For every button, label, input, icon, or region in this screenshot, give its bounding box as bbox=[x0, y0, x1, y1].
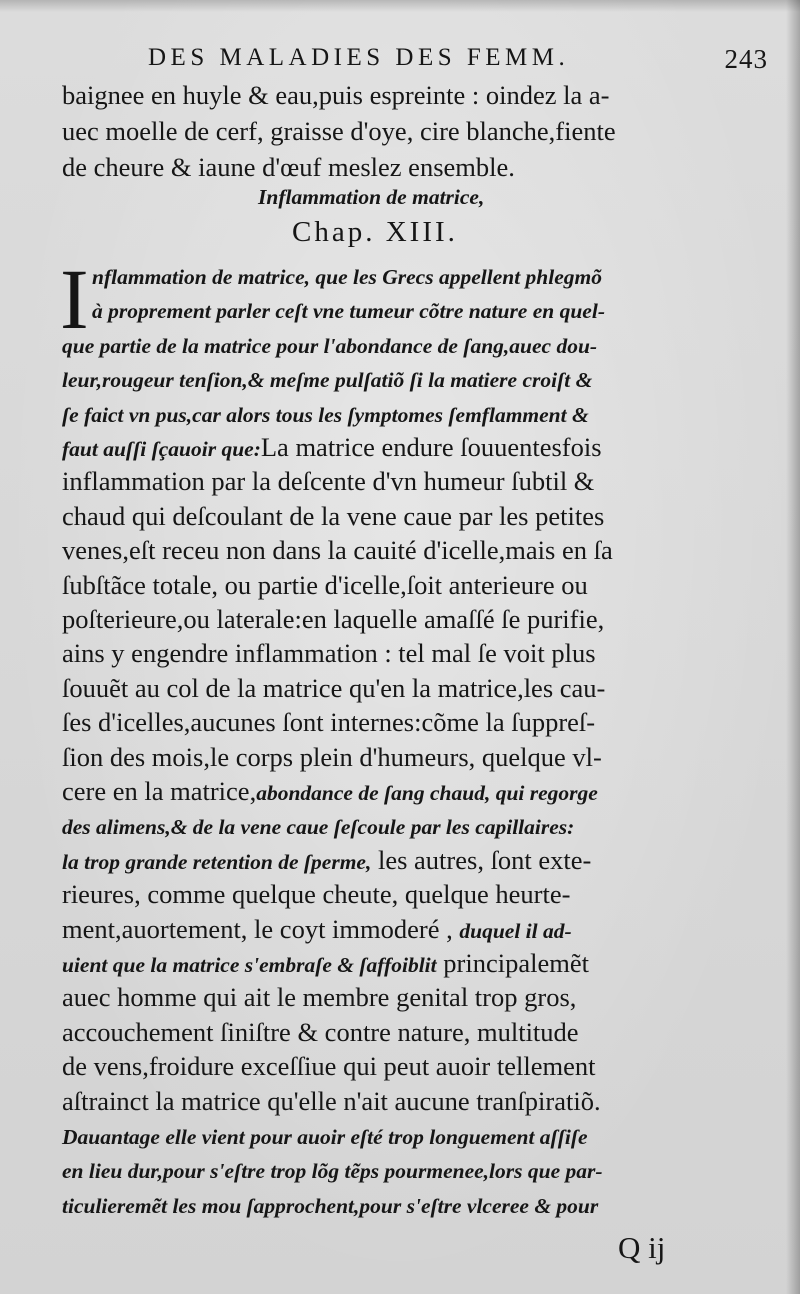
text-line bbox=[62, 774, 598, 808]
text-line bbox=[92, 258, 602, 292]
text-line: de cheure & iaune d'œuf meslez ensemble. bbox=[62, 152, 515, 182]
roman-run: rieures, comme quelque cheute, quelque heurte- bbox=[62, 879, 571, 910]
page-right-shadow bbox=[786, 0, 800, 1294]
text-line bbox=[62, 1152, 603, 1186]
roman-run: venes,eſt receu non dans la cauité d'icelle,mais en ſa bbox=[62, 535, 613, 566]
text-line bbox=[62, 568, 588, 602]
page-top-shadow bbox=[0, 0, 800, 12]
text-line bbox=[62, 361, 592, 395]
italic-run: uient que la matrice s'embraſe & ſaffoiblit bbox=[62, 953, 437, 977]
text-line: baignee en huyle & eau,puis espreinte : oindez la a- bbox=[62, 80, 610, 110]
section-subtitle: Inflammation de matrice, bbox=[258, 185, 485, 209]
italic-run: ſe faict vn pus,car alors tous les ſymptomes ſemflamment & bbox=[62, 402, 589, 427]
text-line bbox=[62, 602, 604, 636]
running-title: DES MALADIES DES FEMM. bbox=[148, 44, 570, 71]
text-line bbox=[62, 912, 572, 946]
roman-run: principalemẽt bbox=[436, 948, 589, 978]
roman-run: aſtrainct la matrice qu'elle n'ait aucune tranſpiratiõ. bbox=[62, 1085, 601, 1116]
roman-run: inflammation par la deſcente d'vn humeur ſubtil & bbox=[62, 466, 595, 497]
roman-run: ſouuẽt au col de la matrice qu'en la matrice,les cau- bbox=[62, 672, 606, 703]
text-line bbox=[62, 396, 589, 430]
text-line bbox=[62, 843, 591, 877]
text-line bbox=[92, 292, 605, 326]
signature-catchword: Q ij bbox=[618, 1230, 666, 1265]
text-line bbox=[62, 1049, 595, 1083]
italic-run: faut auſſi ſçauoir que: bbox=[62, 437, 261, 461]
text-line: uec moelle de cerf, graisse d'oye, cire blanche,fiente bbox=[62, 116, 616, 146]
roman-run: La matrice endure ſouuentesfois bbox=[260, 432, 602, 462]
text-line bbox=[62, 1187, 598, 1221]
text-line bbox=[62, 327, 597, 361]
running-head bbox=[148, 44, 768, 80]
text-line bbox=[62, 1118, 588, 1152]
roman-run: ſion des mois,le corps plein d'humeurs, quelque vl- bbox=[62, 741, 602, 772]
text-line bbox=[62, 464, 594, 498]
text-line bbox=[62, 877, 570, 911]
italic-run: leur,rougeur tenſion,& meſme pulſatiõ ſi la matiere croiſt & bbox=[62, 368, 593, 393]
text-line bbox=[62, 430, 602, 464]
roman-run: ſes d'icelles,aucunes ſont internes:cõme la ſuppreſ- bbox=[62, 707, 596, 738]
roman-run: ment,auortement, le coyt immoderé , bbox=[62, 913, 460, 944]
text-line bbox=[62, 533, 613, 567]
italic-run: des alimens,& de la vene caue ſeſcoule par les capillaires: bbox=[62, 815, 575, 840]
italic-run: abondance de ſang chaud, qui regorge bbox=[256, 781, 598, 805]
roman-run: poſterieure,ou laterale:en laquelle amaſſé ſe purifie, bbox=[62, 604, 605, 634]
roman-run: auec homme qui ait le membre genital trop gros, bbox=[62, 982, 577, 1013]
text-line bbox=[62, 1084, 601, 1118]
italic-run: que partie de la matrice pour l'abondance de ſang,auec dou- bbox=[62, 333, 598, 358]
drop-capital: I bbox=[60, 251, 89, 347]
text-line bbox=[62, 808, 574, 842]
text-line bbox=[62, 980, 576, 1014]
italic-run: duquel il ad- bbox=[459, 918, 572, 943]
roman-run: cere en la matrice, bbox=[62, 776, 257, 806]
italic-run: la trop grande retention de ſperme, bbox=[62, 849, 372, 874]
roman-run: de vens,froidure exceſſiue qui peut auoir tellement bbox=[62, 1051, 596, 1082]
text-line bbox=[62, 499, 604, 533]
text-line bbox=[62, 671, 605, 705]
chapter-heading: Chap. XIII. bbox=[292, 216, 458, 248]
italic-run: à proprement parler ceſt vne tumeur cõtre nature en quel- bbox=[92, 299, 605, 324]
italic-run: ticulieremẽt les mou ſapprochent,pour s'eſtre vlceree & pour bbox=[62, 1193, 599, 1218]
roman-run: accouchement ſiniſtre & contre nature, multitude bbox=[62, 1016, 579, 1047]
text-line bbox=[62, 705, 595, 739]
roman-run: ſubſtãce totale, ou partie d'icelle,ſoit anterieure ou bbox=[62, 569, 588, 600]
italic-run: Dauantage elle vient pour auoir eſté trop longuement aſſiſe bbox=[62, 1125, 588, 1149]
roman-run: les autres, ſont exte- bbox=[371, 844, 592, 875]
text-line bbox=[62, 946, 589, 980]
roman-run: chaud qui deſcoulant de la vene caue par les petites bbox=[62, 500, 605, 531]
page-number: 243 bbox=[724, 44, 768, 74]
text-line bbox=[62, 636, 596, 670]
text-line bbox=[62, 1015, 579, 1049]
text-line bbox=[62, 740, 602, 774]
roman-run: ains y engendre inflammation : tel mal ſe voit plus bbox=[62, 638, 596, 669]
italic-run: nflammation de matrice, que les Grecs appellent phlegmõ bbox=[92, 265, 602, 289]
italic-run: en lieu dur,pour s'eſtre trop lõg tẽps pourmenee,lors que par- bbox=[62, 1159, 603, 1184]
